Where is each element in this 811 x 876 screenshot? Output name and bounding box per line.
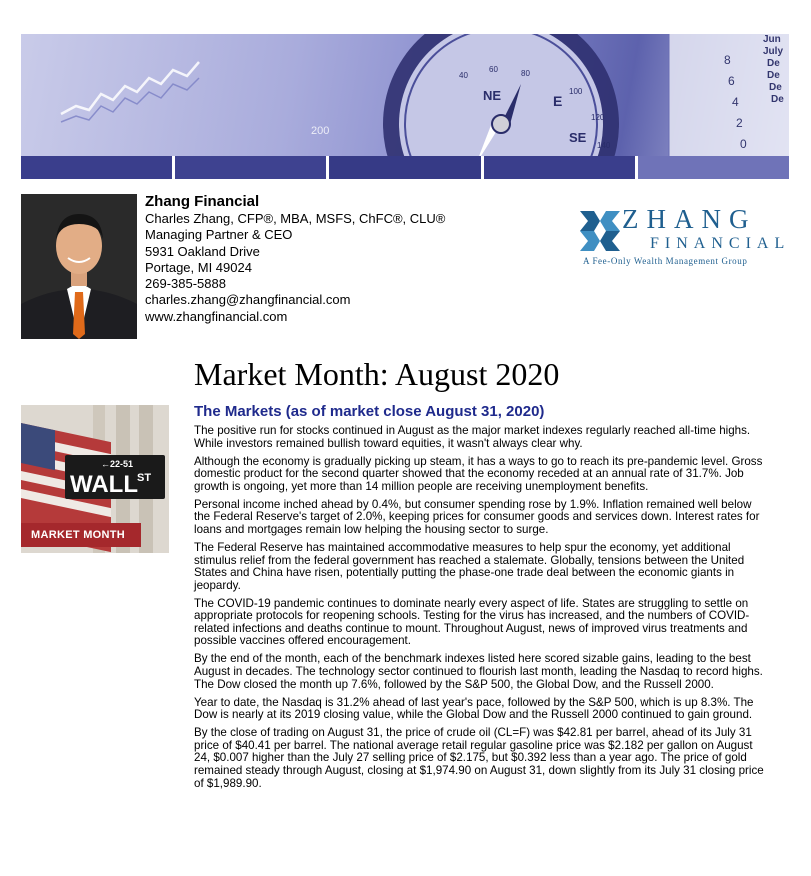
logo-tagline: A Fee-Only Wealth Management Group: [583, 256, 748, 266]
svg-text:40: 40: [459, 71, 468, 80]
street-sign-text: WALL: [70, 471, 138, 498]
address-line-2: Portage, MI 49024: [145, 259, 252, 275]
compass-ne-text: NE: [483, 88, 502, 103]
street-suffix-text: ST: [137, 472, 152, 484]
paragraph: The COVID-19 pandemic continues to dominate nearly every aspect of life. States are struggling to settle on appropriate protocols for reopening schools. Testing for the virus has increased, and the numbers of COVID-related infections and deaths continue to mount. Throughout August, news of improved virus treatments and possible vaccines offered encouragement.: [194, 596, 750, 648]
compass-se-text: SE: [569, 130, 587, 145]
banner-strip: [21, 156, 789, 179]
wall-street-image: [21, 405, 169, 553]
svg-text:6: 6: [728, 74, 735, 88]
logo-word: ZHANG: [622, 204, 757, 234]
paragraph: Although the economy is gradually picking up steam, it has a ways to go to reach its pre-pandemic level. Gross domestic product for the second quarter showed that the economy receded at an annual rate of 31.7%. Job growth is ongoing, yet more than 14 million people are receiving unemployment benefits.: [194, 454, 763, 493]
svg-text:0: 0: [740, 137, 747, 151]
zhang-financial-logo: [578, 204, 791, 267]
logo-sub: FINANCIAL: [650, 235, 791, 252]
svg-text:140: 140: [597, 141, 611, 150]
firm-name: Zhang Financial: [145, 193, 260, 210]
website-link[interactable]: www.zhangfinancial.com: [145, 308, 288, 324]
svg-text:De: De: [769, 82, 782, 93]
header-banner: [21, 34, 789, 179]
street-number-text: ←22-51: [101, 459, 134, 469]
phone-number: 269-385-5888: [145, 276, 226, 292]
article-body: [194, 425, 764, 796]
svg-text:80: 80: [521, 69, 530, 78]
svg-text:4: 4: [732, 95, 739, 109]
svg-text:July: July: [763, 46, 784, 57]
svg-text:Jun: Jun: [763, 34, 781, 45]
paragraph: Personal income inched ahead by 0.4%, but consumer spending rose by 1.9%. Inflation remained well below the Federal Reserve's target of 2.0%, keeping prices for consumer goods and services down. Interest rates for loans and mortgages remain low helping the housing sector to surge.: [194, 497, 760, 536]
svg-text:100: 100: [569, 87, 583, 96]
markets-heading: The Markets (as of market close August 31, 2020): [194, 403, 545, 420]
email-link[interactable]: charles.zhang@zhangfinancial.com: [145, 292, 351, 308]
paragraph: Year to date, the Nasdaq is 31.2% ahead of last year's pace, followed by the S&P 500, which is up 8.3%. The Dow is nearly at its 2019 closing value, while the Global Dow and the Russell 2000 continued to gain ground.: [194, 695, 754, 722]
advisor-photo: [21, 194, 137, 339]
svg-text:60: 60: [489, 65, 498, 74]
svg-text:De: De: [767, 70, 780, 81]
svg-text:2: 2: [736, 116, 743, 130]
paragraph: By the close of trading on August 31, the price of crude oil (CL=F) was $42.81 per barrel, ahead of its July 31 price of $40.41 per barrel. The national average retail regular gasoline price was $2.182 per gallon on August 24, $0.007 higher than the July 27 selling price of $2.175, but $0.392 less than a year ago. The price of gold remained steady through August, closing at $1,974.90 on August 31, down slightly from its July 31 closing price of $1,989.90.: [194, 726, 764, 790]
advisor-role: Managing Partner & CEO: [145, 227, 293, 243]
contact-block: [145, 193, 505, 325]
market-month-label: MARKET MONTH: [21, 523, 141, 547]
compass-e-text: E: [553, 93, 563, 109]
svg-text:De: De: [771, 94, 784, 105]
document-title: Market Month: August 2020: [194, 356, 560, 392]
paragraph: By the end of the month, each of the benchmark indexes listed here scored sizable gains, leading to the best August in decades. The technology sector continued to flourish last month, leading the Nasdaq to record highs. The Dow closed the month up 7.6%, followed by the S&P 500, the Global Dow, and the Russell 2000.: [194, 652, 763, 691]
logo-mark-icon: [580, 207, 620, 253]
svg-text:120: 120: [591, 113, 605, 122]
paragraph: The positive run for stocks continued in August as the major market indexes regularly reached all-time highs. While investors remained bullish toward equities, it wasn't always clear why.: [194, 424, 751, 450]
address-line-1: 5931 Oakland Drive: [145, 243, 260, 259]
advisor-name: Charles Zhang, CFP®, MBA, MSFS, ChFC®, CLU®: [145, 211, 446, 226]
svg-text:De: De: [767, 58, 780, 69]
chart-year-text: 200: [311, 125, 330, 137]
paragraph: The Federal Reserve has maintained accommodative measures to help spur the economy, yet additional stimulus relief from the federal government has reached a stalemate. Globally, tensions between the United States and China have risen, potentially putting the phase-one trade deal between the economic giants in jeopardy.: [194, 540, 745, 592]
svg-text:8: 8: [724, 53, 731, 67]
